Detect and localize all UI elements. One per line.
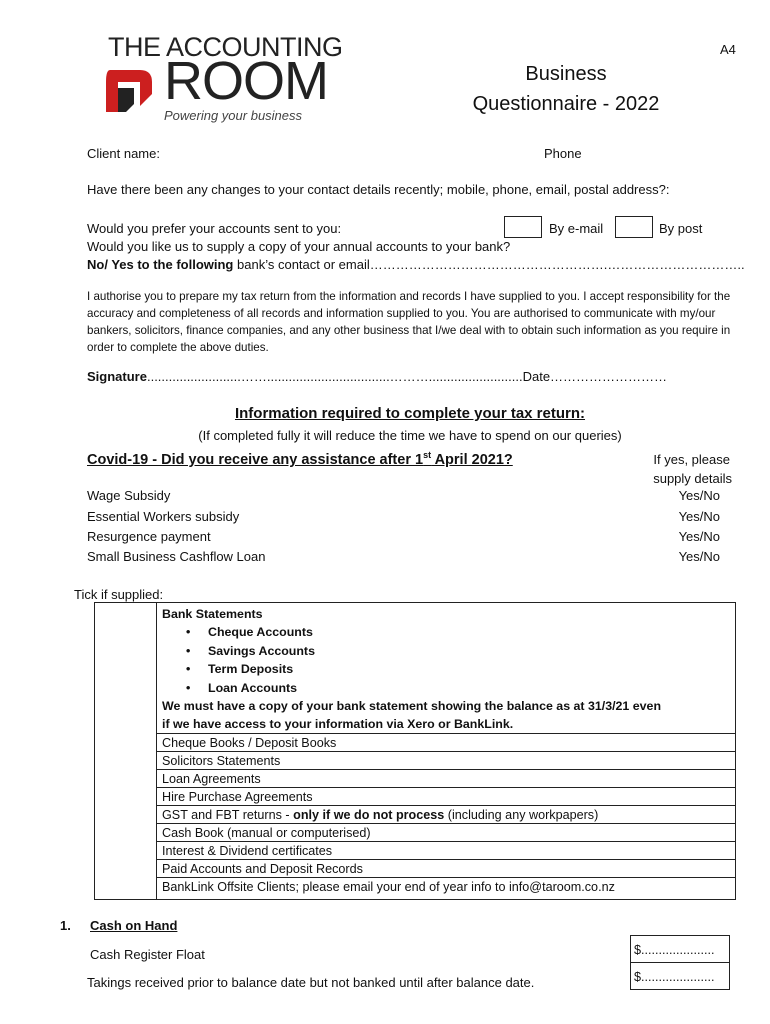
- covid-item-label: Small Business Cashflow Loan: [87, 549, 266, 564]
- signature-label: Signature: [87, 369, 147, 384]
- covid-item-label: Wage Subsidy: [87, 488, 171, 503]
- bank-item: • Loan Accounts: [186, 680, 298, 695]
- covid-note-line2: supply details: [653, 471, 732, 486]
- signature-dots: ..........................……..................................………..........................Date………………………: [146, 369, 668, 384]
- checklist-row: Interest & Dividend certificates: [157, 841, 735, 859]
- email-label: By e-mail: [549, 221, 604, 236]
- signature-line: [87, 369, 667, 384]
- bank-note-line1: We must have a copy of your bank statement showing the balance as at 31/3/21 even: [162, 699, 662, 714]
- cash-section-number: 1.: [60, 918, 71, 933]
- bank-item-label: Term Deposits: [208, 662, 294, 677]
- covid-note-line1: If yes, please: [653, 452, 730, 467]
- bank-item-label: Cheque Accounts: [208, 625, 313, 640]
- contact-changes-question: Have there been any changes to your contact details recently; mobile, phone, email, postal address?:: [87, 182, 670, 197]
- bank-item: • Cheque Accounts: [186, 625, 313, 640]
- covid-item-label: Resurgence payment: [87, 529, 211, 544]
- post-label: By post: [659, 221, 703, 236]
- checklist-row: Solicitors Statements: [157, 751, 735, 769]
- gst-post: (including any workpapers): [444, 808, 599, 822]
- gst-bold: only if we do not process: [293, 808, 445, 822]
- client-name-label: Client name:: [87, 146, 160, 161]
- authorisation-text: I authorise you to prepare my tax return from the information and records I have supplied to you. I accept responsibility for the accuracy and completeness of all records and information supplied to you. You are authorised to communicate with my/our bankers, solicitors, finance companies, and any other business that I/we deal with to obtain such information as you require in order to complete the above duties.: [87, 290, 731, 354]
- bank-item: • Term Deposits: [186, 662, 294, 677]
- accounts-pref-question: Would you prefer your accounts sent to you:: [87, 221, 342, 236]
- covid-heading: [87, 450, 513, 468]
- cash-float-field[interactable]: $.....................: [630, 935, 730, 963]
- covid-heading-sup: st: [423, 450, 432, 460]
- checklist-row: BankLink Offsite Clients; please email your end of year info to info@taroom.co.nz: [157, 877, 735, 899]
- checklist-row: Loan Agreements: [157, 769, 735, 787]
- gst-pre: GST and FBT returns -: [162, 808, 294, 822]
- email-checkbox[interactable]: [504, 216, 542, 238]
- checklist-row: Hire Purchase Agreements: [157, 787, 735, 805]
- info-subheading: (If completed fully it will reduce the time we have to spend on our queries): [198, 428, 622, 443]
- tick-column[interactable]: [95, 603, 157, 899]
- logo-tagline: Powering your business: [164, 108, 303, 123]
- post-checkbox[interactable]: [615, 216, 653, 238]
- checklist-row-gst: [157, 805, 735, 823]
- covid-heading-pre: Covid-19 - Did you receive any assistance after 1: [87, 451, 424, 468]
- bank-item-label: Savings Accounts: [208, 643, 315, 658]
- bank-item-label: Loan Accounts: [208, 680, 298, 695]
- cash-heading: Cash on Hand: [90, 918, 178, 933]
- logo-line2: ROOM: [164, 51, 328, 111]
- bank-contact-line: [87, 257, 745, 272]
- cash-float-label: Cash Register Float: [90, 947, 205, 962]
- phone-label: Phone: [544, 146, 582, 161]
- bank-contact-rest: bank’s contact or email……………………………………………….…………………………..: [233, 257, 745, 272]
- doc-title-line2: Questionnaire - 2022: [472, 93, 660, 115]
- bank-item: • Savings Accounts: [186, 643, 315, 658]
- bank-title: Bank Statements: [162, 607, 263, 621]
- info-heading: Information required to complete your tax return:: [234, 405, 586, 422]
- bank-statements-block: [162, 605, 661, 734]
- covid-heading-post: April 2021?: [431, 451, 513, 468]
- checklist-table: [94, 602, 736, 900]
- checklist-row: Cash Book (manual or computerised): [157, 823, 735, 841]
- checklist-row: Paid Accounts and Deposit Records: [157, 859, 735, 877]
- covid-item-answer[interactable]: Yes/No: [678, 488, 720, 503]
- bank-contact-bold: No/ Yes to the following: [87, 257, 234, 272]
- takings-label: Takings received prior to balance date but not banked until after balance date.: [87, 975, 535, 990]
- covid-item-answer[interactable]: Yes/No: [678, 509, 720, 524]
- tick-label: Tick if supplied:: [74, 587, 164, 602]
- logo-mark-icon: [100, 64, 158, 120]
- company-logo: [98, 32, 348, 127]
- covid-item-answer[interactable]: Yes/No: [678, 529, 720, 544]
- checklist-row: Cheque Books / Deposit Books: [157, 733, 735, 751]
- covid-item-label: Essential Workers subsidy: [87, 509, 240, 524]
- bank-note-line2: if we have access to your information via Xero or BankLink.: [162, 717, 514, 732]
- bank-copy-question: Would you like us to supply a copy of your annual accounts to your bank?: [87, 239, 511, 254]
- covid-item-answer[interactable]: Yes/No: [678, 549, 720, 564]
- doc-title-line1: Business: [525, 63, 607, 85]
- page-code: A4: [720, 42, 736, 57]
- logo-line1: THE ACCOUNTING: [108, 32, 343, 62]
- takings-field[interactable]: $.....................: [630, 962, 730, 990]
